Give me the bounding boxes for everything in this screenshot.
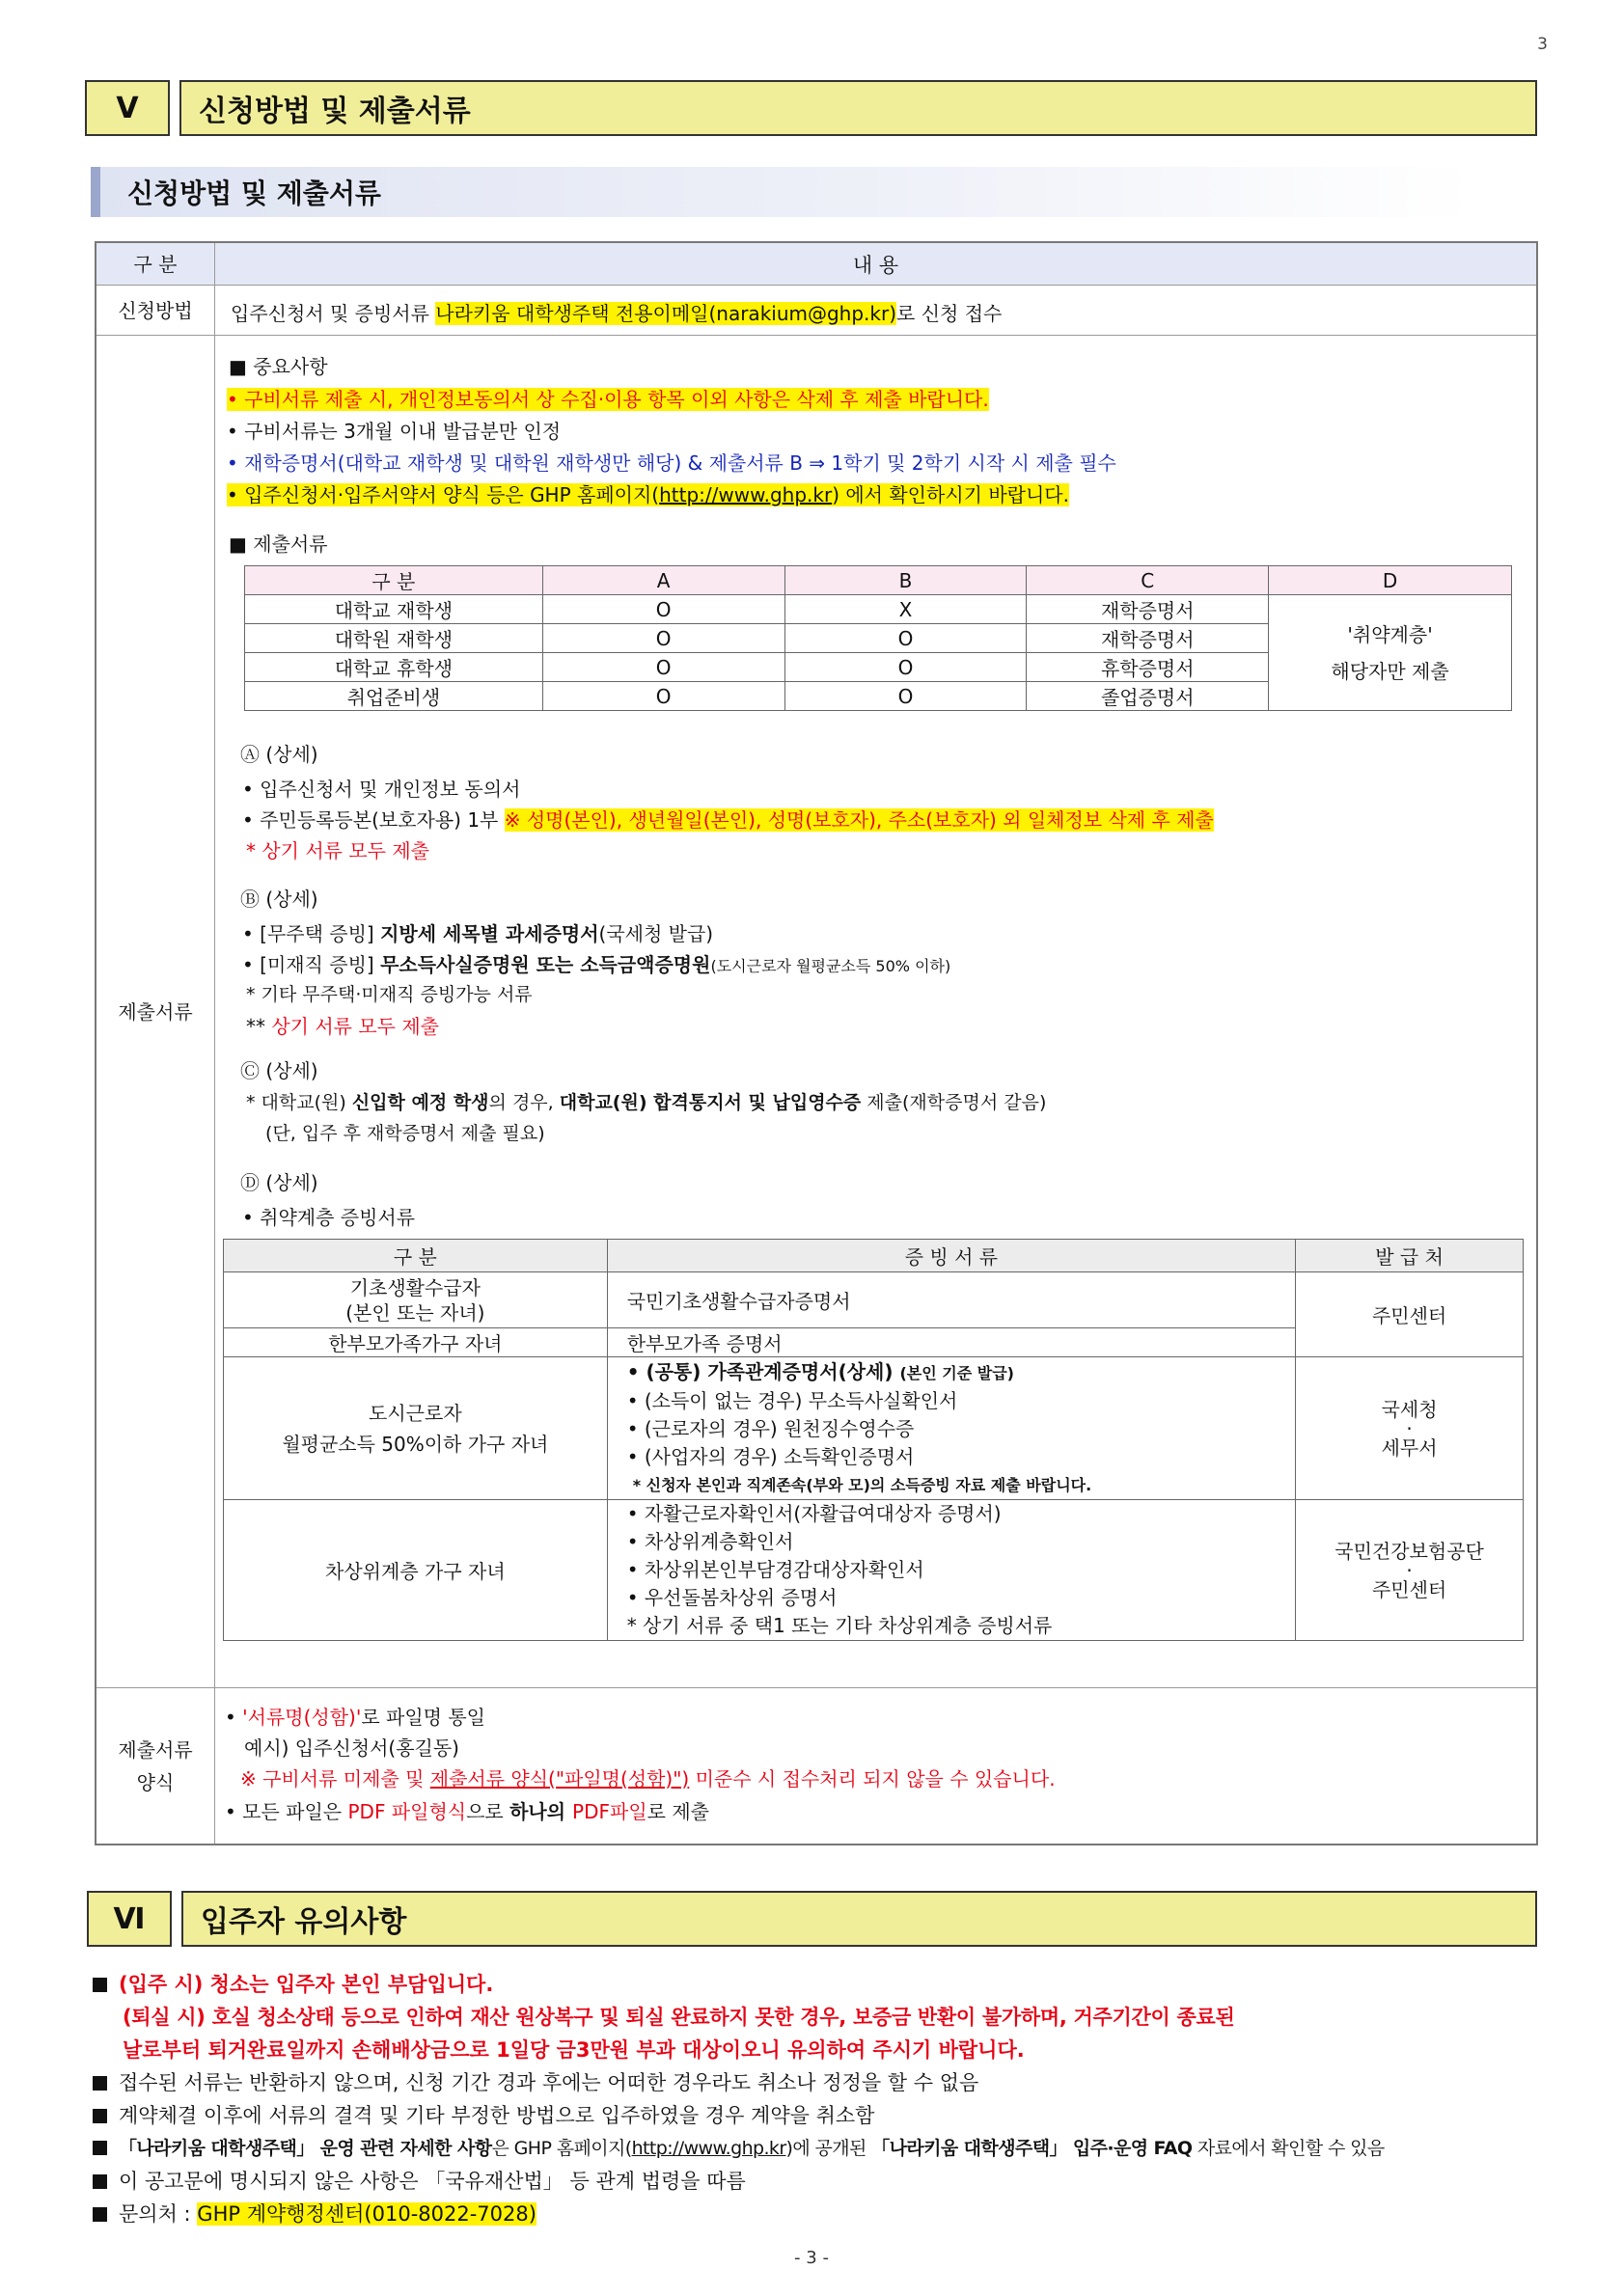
note-1: (입주 시) 청소는 입주자 본인 부담입니다. [93,1968,1559,2001]
square-bullet-icon [93,1978,107,1992]
submit-title: ■ 제출서류 [229,533,328,556]
t1-header-b: B [784,566,1027,595]
detail-c-line-1: * 대학교(원) 신입학 예정 학생의 경우, 대학교(원) 합격통지서 및 납입영수증 제출(재학증명서 갈음) [246,1092,1047,1113]
table-row: 대학교 휴학생 O O 휴학증명서 [245,653,1512,682]
t2-header-issuer: 발 급 처 [1296,1240,1524,1272]
format-line-4: • 모든 파일은 PDF 파일형식으로 하나의 PDF파일로 제출 [225,1800,709,1823]
detail-b-line-2: • [미재직 증빙] 무소득사실증명원 또는 소득금액증명원(도시근로자 월평균소득 50% 이하) [242,953,951,976]
format-label-2: 양식 [136,1770,175,1794]
table-row: 취업준비생 O O 졸업증명서 [245,682,1512,711]
detail-a-line-3: * 상기 서류 모두 제출 [246,839,429,862]
detail-a-line-1: • 입주신청서 및 개인정보 동의서 [242,778,521,801]
docs-label: 제출서류 [96,336,215,1687]
note-6: 문의처 : GHP 계약행정센터(010-8022-7028) [93,2198,1559,2230]
square-bullet-icon [93,2076,107,2091]
apply-email: 나라키움 대학생주택 전용이메일(narakium@ghp.kr) [435,302,897,325]
note-5: 이 공고문에 명시되지 않은 사항은 「국유재산법」 등 관계 법령을 따름 [93,2165,1559,2198]
ghp-link[interactable]: http://www.ghp.kr [659,483,833,506]
detail-a-title: Ⓐ (상세) [240,743,318,766]
detail-d-line-1: • 취약계층 증빙서류 [242,1206,416,1229]
detail-b-line-4: ** 상기 서류 모두 제출 [246,1015,439,1038]
page-footer-number: - 3 - [794,2248,829,2268]
format-label-1: 제출서류 [118,1737,193,1762]
submission-table [244,565,1512,711]
section-title: 신청방법 및 제출서류 [179,80,1537,136]
format-line-1: • '서류명(성함)'로 파일명 통일 [225,1706,485,1729]
header-category: 구 분 [96,243,215,285]
t1-header-c: C [1027,566,1269,595]
important-item-2: • 구비서류는 3개월 이내 발급분만 인정 [227,420,562,443]
vulnerable-docs-table [223,1239,1524,1641]
table-row: 차상위계층 가구 자녀 • 자활근로자확인서(자활급여대상자 증명서) • 차상위계층확인서 • 차상위본인부담경감대상자확인서 • 우선돌봄차상위 증명서 * 상기 서류 중 택1 또는 기타 차상위계층 증빙서류 국민건강보험공단 · 주민센터 [224,1500,1524,1641]
square-bullet-icon [93,2174,107,2189]
section-header-5 [85,80,1537,136]
format-line-2: 예시) 입주신청서(홍길동) [244,1736,459,1760]
important-title: ■ 중요사항 [229,355,328,378]
square-bullet-icon [93,2207,107,2222]
apply-text: 입주신청서 및 증빙서류 나라키움 대학생주택 전용이메일(narakium@ghp.kr)로 신청 접수 [231,302,1003,325]
main-table-header [96,243,1536,286]
docs-row [96,336,1536,1688]
contact-highlight: GHP 계약행정센터(010-8022-7028) [197,2202,536,2226]
t2-header-category: 구 분 [224,1240,608,1272]
format-line-3: ※ 구비서류 미제출 및 제출서류 양식("파일명(성함)") 미준수 시 접수처리 되지 않을 수 있습니다. [240,1767,1056,1790]
t1-d-cell: '취약계층' 해당자만 제출 [1269,595,1512,711]
notes-list: (입주 시) 청소는 입주자 본인 부담입니다. (퇴실 시) 호실 청소상태 등으로 인하여 재산 원상복구 및 퇴실 완료하지 못한 경우, 보증금 반환이 불가하며, 거주기간이 종료된 날로부터 퇴거완료일까지 손해배상금으로 1일당 금3만원 부과 대상이오니 유의하여 주시기 바랍니다. 접수된 서류는 반환하지 않으며, 신청 기간 경과 후에는 어떠한 경우라도 취소나 정정을 할 수 없음 계약체결 이후에 서류의 결격 및 기타 부정한 방법으로 입주하였을 경우 계약을 취소함 「나라키움 대학생주택」 운영 관련 자세한 사항은 GHP 홈페이지(http://www.ghp.kr)에 공개된 「나라키움 대학생주택」 입주·운영 FAQ 자료에서 확인할 수 있음 이 공고문에 명시되지 않은 사항은 「국유재산법」 등 관계 법령을 따름 문의처 : GHP 계약행정센터(010-8022-7028) [93,1968,1559,2230]
apply-row [96,286,1536,336]
t1-header-category: 구 분 [245,566,543,595]
detail-b-line-3: * 기타 무주택·미재직 증빙가능 서류 [246,984,533,1005]
detail-b-line-1: • [무주택 증빙] 지방세 세목별 과세증명서(국세청 발급) [242,922,714,945]
square-bullet-icon [93,2109,107,2123]
t1-header-d: D [1269,566,1512,595]
table-row: 기초생활수급자 (본인 또는 자녀) 국민기초생활수급자증명서 주민센터 [224,1272,1524,1328]
important-item-1: • 구비서류 제출 시, 개인정보동의서 상 수집·이용 항목 이외 사항은 삭제 후 제출 바랍니다. [227,388,989,411]
detail-b-title: Ⓑ (상세) [240,888,318,911]
section-number: Ⅴ [85,80,170,136]
important-item-4: • 입주신청서·입주서약서 양식 등은 GHP 홈페이지(http://www.ghp.kr) 에서 확인하시기 바랍니다. [227,483,1069,506]
page-number-top: 3 [1537,35,1548,54]
apply-label: 신청방법 [96,286,215,335]
table-row: 도시근로자 월평균소득 50%이하 가구 자녀 • (공통) 가족관계증명서(상세) (본인 기준 발급) • (소득이 없는 경우) 무소득사실확인서 • (근로자의 경우) 원천징수영수증 • (사업자의 경우) 소득확인증명서 * 신청자 본인과 직계존속(부와 모)의 소득증빙 자료 제출 바랍니다. 국세청 · 세무서 [224,1357,1524,1500]
detail-a-line-2: • 주민등록등본(보호자용) 1부 ※ 성명(본인), 생년월일(본인), 성명(보호자), 주소(보호자) 외 일체정보 삭제 후 제출 [242,808,1214,832]
square-bullet-icon [93,2141,107,2155]
section-number: Ⅵ [87,1891,172,1947]
section-title: 입주자 유의사항 [181,1891,1537,1947]
table-row: 한부모가족가구 자녀 한부모가족 증명서 [224,1328,1524,1357]
t2-header-docs: 증 빙 서 류 [607,1240,1295,1272]
main-table [95,241,1538,1845]
t1-header-a: A [542,566,784,595]
note-4: 「나라키움 대학생주택」 운영 관련 자세한 사항은 GHP 홈페이지(http://www.ghp.kr)에 공개된 「나라키움 대학생주택」 입주·운영 FAQ 자료에서 확인할 수 있음 [93,2132,1559,2165]
subheading: 신청방법 및 제출서류 [91,167,1474,217]
important-item-3: • 재학증명서(대학교 재학생 및 대학원 재학생만 해당) & 제출서류 B ⇒ 1학기 및 2학기 시작 시 제출 필수 [227,451,1116,475]
table-row: 대학교 재학생 O X 재학증명서 '취약계층' 해당자만 제출 [245,595,1512,624]
table-row: 대학원 재학생 O O 재학증명서 [245,624,1512,653]
detail-c-title: Ⓒ (상세) [240,1059,318,1082]
format-row [96,1688,1536,1844]
note-3: 계약체결 이후에 서류의 결격 및 기타 부정한 방법으로 입주하였을 경우 계약을 취소함 [93,2099,1559,2132]
ghp-link-2[interactable]: http://www.ghp.kr [631,2138,786,2159]
header-content: 내 용 [852,253,899,277]
section-header-6 [87,1891,1537,1947]
detail-d-title: Ⓓ (상세) [240,1171,318,1194]
note-2: 접수된 서류는 반환하지 않으며, 신청 기간 경과 후에는 어떠한 경우라도 취소나 정정을 할 수 없음 [93,2066,1559,2099]
detail-c-line-2: (단, 입주 후 재학증명서 제출 필요) [265,1123,545,1144]
